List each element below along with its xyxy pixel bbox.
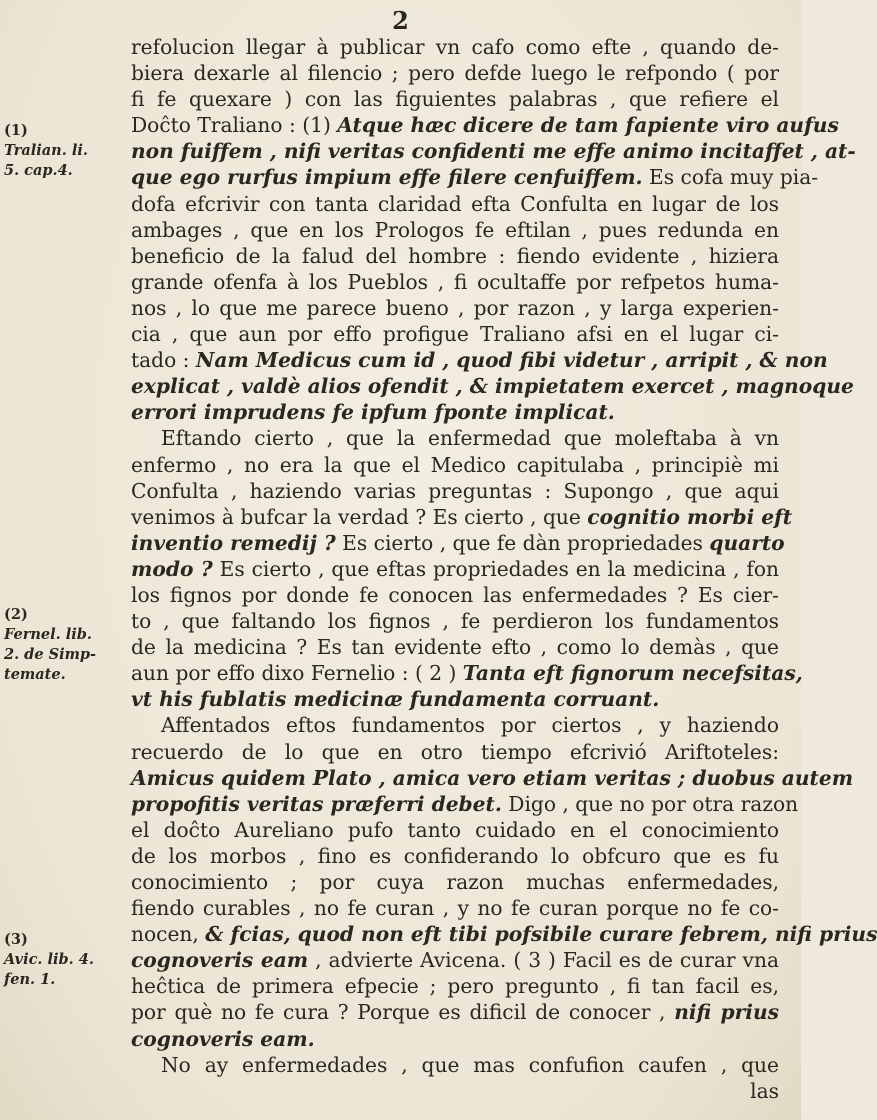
text-line [131, 765, 854, 791]
text-line [131, 452, 779, 478]
line-text: Confulta , haziendo varias preguntas : Supongo , que aqui [131, 478, 779, 503]
note-number: (1) [4, 122, 28, 139]
note-number: (2) [4, 606, 28, 623]
line-text: Es cierto , que eftas propriedades en la medicina , fon [212, 556, 780, 581]
line-text: ambages , que en los Prologos fe eftilan , pues redunda en [131, 217, 779, 242]
latin-quote: quarto [709, 530, 785, 555]
line-text: Digo , que no por otra razon [501, 791, 799, 816]
text-line [131, 843, 779, 869]
note-text: 5. cap.4. [4, 162, 73, 179]
text-line [131, 921, 877, 947]
latin-quote: cognoveris eam [131, 948, 309, 973]
line-text: fi fe quexare ) con las figuientes palabras , que refiere el [131, 87, 779, 112]
text-line [131, 478, 779, 504]
line-text: enfermo , no era la que el Medico capitulaba , principiè mi [131, 452, 779, 477]
text-line [131, 791, 799, 817]
line-text: el doĉto Aureliano pufo tanto cuidado en el conocimiento [131, 817, 779, 842]
line-text: grande ofenfa à los Pueblos , fi ocultaffe por refpetos huma- [131, 269, 779, 294]
line-text: de la medicina ? Es tan evidente efto , como lo demàs , que [131, 635, 779, 660]
note-text: fen. 1. [4, 971, 56, 988]
text-line [131, 217, 779, 243]
text-line [131, 425, 779, 451]
text-line [131, 399, 779, 425]
text-line [131, 321, 779, 347]
text-line [131, 373, 854, 399]
text-line [131, 895, 779, 921]
text-line [131, 1078, 779, 1104]
text-line [131, 947, 779, 973]
text-line [131, 347, 828, 373]
line-text: to , que faltando los fignos , fe perdieron los fundamentos [131, 609, 779, 634]
text-line [131, 582, 779, 608]
line-text: Doĉto Traliano : (1) [131, 113, 338, 138]
line-text: conocimiento ; por cuya razon muchas enfermedades, [131, 870, 779, 894]
line-text: No ay enfermedades , que mas confufion caufen , que [161, 1052, 779, 1077]
text-line [131, 869, 779, 895]
line-text: refolucion llegar à publicar vn cafo como efte , quando de- [131, 35, 779, 59]
text-line [131, 269, 779, 295]
latin-quote: explicat , valdè alios ofendit , & impietatem exercet , magnoque [131, 374, 854, 399]
text-line [131, 634, 779, 660]
line-text: las [750, 1078, 779, 1103]
text-line [131, 739, 779, 765]
latin-quote: inventio remedij ? [131, 530, 336, 555]
latin-quote: cognitio morbi eft [587, 504, 793, 529]
latin-quote: & fcias, quod non eft tibi pofsibile curare febrem, nifi prius [205, 922, 877, 947]
note-text: temate. [4, 666, 66, 683]
text-line [131, 1026, 779, 1052]
line-text: beneficio de la falud del hombre : fiendo evidente , hiziera [131, 243, 779, 268]
margin-note-2 [4, 605, 124, 685]
text-line [131, 686, 779, 712]
latin-quote: propofitis veritas præferri debet. [131, 791, 502, 816]
text-line [131, 556, 779, 582]
latin-quote: vt his fublatis medicinæ fundamenta corruant. [131, 687, 660, 712]
text-line [131, 999, 779, 1025]
line-text: dofa efcrivir con tanta claridad efta Confulta en lugar de los [131, 191, 779, 216]
text-line [131, 138, 856, 164]
text-line [131, 164, 819, 190]
text-line [131, 295, 779, 321]
note-text: Fernel. lib. [4, 626, 92, 643]
text-line [131, 608, 779, 634]
line-text: fiendo curables , no fe curan , y no fe curan porque no fe co- [131, 896, 779, 921]
line-text: tado : [131, 348, 196, 373]
line-text: nocen, [131, 922, 206, 947]
note-text: 2. de Simp- [4, 646, 97, 663]
line-text: Es cierto , que fe dàn propriedades [335, 530, 710, 555]
margin-note-3 [4, 930, 124, 990]
line-text: Es cofa muy pia- [642, 165, 819, 190]
line-text: nos , lo que me parece bueno , por razon , y larga experien- [131, 295, 779, 320]
latin-quote: modo ? [131, 556, 213, 581]
line-text: biera dexarle al filencio ; pero defde luego le refpondo ( por [131, 61, 779, 86]
line-text: , advierte Avicena. ( 3 ) Facil es de curar vna [308, 948, 780, 973]
latin-quote: non fuiffem , nifi veritas confidenti me effe animo incitaffet , at- [131, 139, 856, 164]
line-text: Eftando cierto , que la enfermedad que moleftaba à vn [161, 426, 779, 451]
line-text: de los morbos , fino es confiderando lo obfcuro que es fu [131, 843, 779, 868]
text-line [131, 1052, 779, 1078]
text-line [131, 60, 779, 86]
line-text: cia , que aun por effo profigue Traliano afsi en el lugar ci- [131, 322, 779, 347]
line-text: los fignos por donde fe conocen las enfermedades ? Es cier- [131, 582, 779, 607]
line-text: heĉtica de primera efpecie ; pero pregunto , fi tan facil es, [131, 974, 779, 999]
text-line [131, 34, 779, 60]
line-text: aun por effo dixo Fernelio : ( 2 ) [131, 661, 463, 686]
text-line [131, 712, 779, 738]
text-line [131, 817, 779, 843]
line-text: venimos à bufcar la verdad ? Es cierto , que [131, 504, 588, 529]
text-line [131, 530, 785, 556]
text-line [131, 191, 779, 217]
text-line [131, 660, 803, 686]
latin-quote: Tanta eft fignorum necefsitas, [462, 661, 803, 686]
latin-quote: Nam Medicus cum id , quod fibi videtur , arripit , & non [195, 348, 828, 373]
latin-quote: cognoveris eam. [131, 1026, 315, 1051]
latin-quote: errori imprudens fe ipfum fponte implicat. [131, 400, 615, 425]
text-line [131, 243, 779, 269]
margin-note-1 [4, 121, 124, 181]
note-number: (3) [4, 931, 28, 948]
latin-quote: Amicus quidem Plato , amica vero etiam veritas ; duobus autem [131, 765, 854, 790]
latin-quote: Atque hæc dicere de tam fapiente viro aufus [337, 113, 839, 138]
note-text: Avic. lib. 4. [4, 951, 94, 968]
line-text: Affentados eftos fundamentos por ciertos , y haziendo [161, 713, 779, 738]
text-line [131, 86, 779, 112]
latin-quote: nifi prius [674, 1000, 780, 1025]
line-text: recuerdo de lo que en otro tiempo efcrivió Ariftoteles: [131, 739, 779, 764]
latin-quote: que ego rurfus impium effe filere cenfuiffem. [131, 165, 643, 190]
text-line [131, 973, 779, 999]
line-text: por què no fe cura ? Porque es dificil de conocer , [131, 1000, 675, 1025]
text-line [131, 504, 793, 530]
text-line [131, 112, 839, 138]
page-number: 2 [392, 6, 409, 35]
note-text: Tralian. li. [4, 142, 88, 159]
body-text [131, 34, 877, 1104]
